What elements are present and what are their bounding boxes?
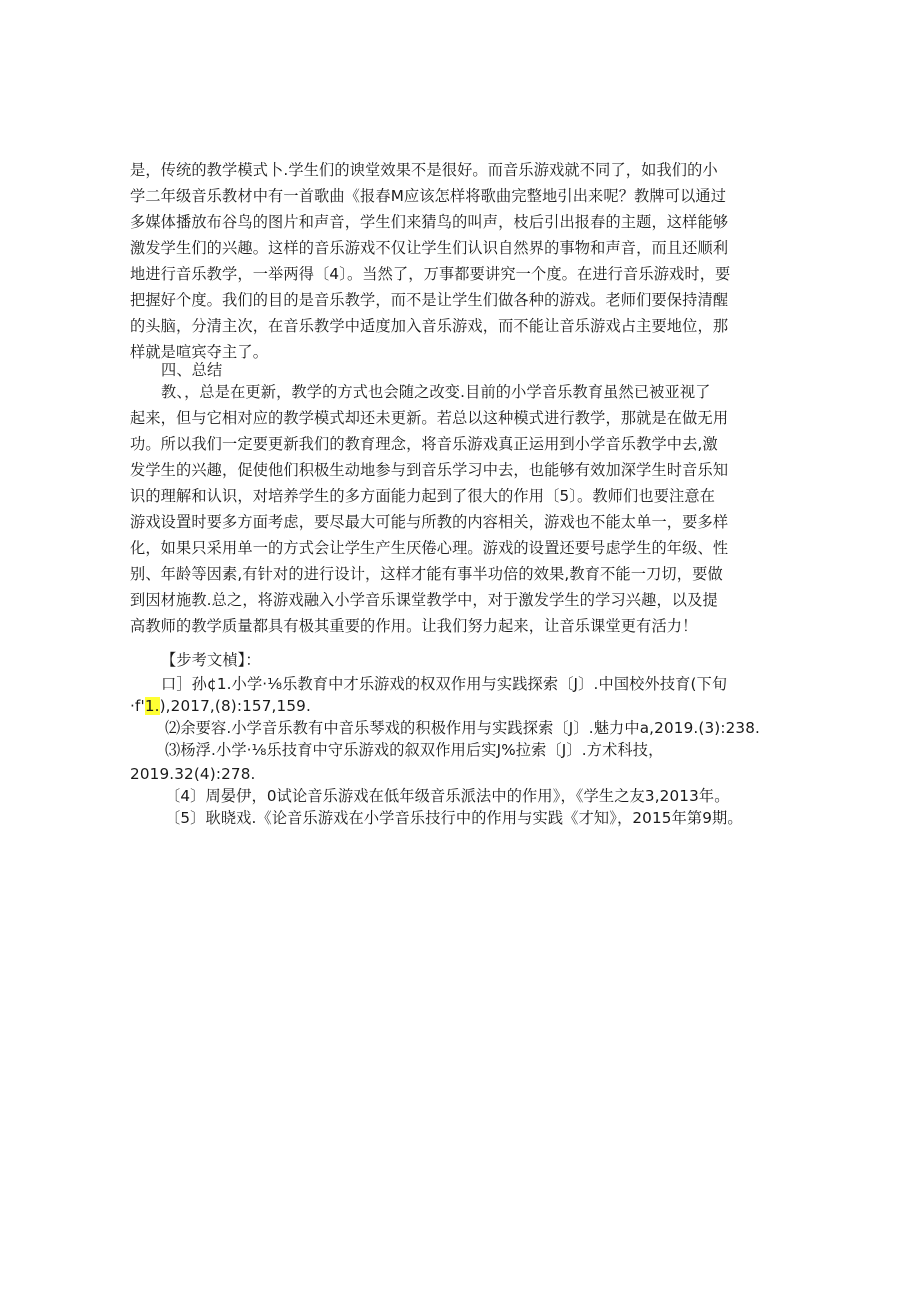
body-line-4: 激发学生们的兴趣。这样的音乐游戏不仅让学生们认识自然界的事物和声音，而且还顺利 xyxy=(130,239,729,257)
body-line-7: 的头脑，分清主次，在音乐教学中适度加入音乐游戏，而不能让音乐游戏占主要地位，那 xyxy=(130,317,729,335)
conclusion-line-2: 起来，但与它相对应的教学模式却还未更新。若总以这种模式进行教学，那就是在做无用 xyxy=(130,409,729,427)
conclusion-line-7: 化，如果只采用单一的方式会让学生产生厌倦心理。游戏的设置还要号虑学生的年级、性 xyxy=(130,539,729,557)
body-line-8: 样就是喧宾夺主了。 xyxy=(130,343,269,361)
references-heading: 【步考文楨】： xyxy=(161,651,261,669)
reference-1: 口］孙¢1.小学·⅛乐教育中才乐游戏的权双作用与实践探索〔J〕.中国校外技育(下旬 xyxy=(161,675,728,693)
reference-5: 〔5〕耿晓戏.《论音乐游戏在小学音乐技行中的作用与实践《才知》，2015年第9期。 xyxy=(165,809,743,827)
reference-1-prefix: ·f' xyxy=(130,697,145,715)
conclusion-line-1: 教、，总是在更新，教学的方式也会随之改变.目前的小学音乐教育虽然已被亚视了 xyxy=(161,383,711,401)
conclusion-line-8: 别、年龄等因素,有针对的进行设计，这样才能有事半功倍的效果,教育不能一刀切，要做 xyxy=(130,565,723,583)
conclusion-line-10: 高教师的教学质量都具有极其重要的作用。让我们努力起来，让音乐课堂更有活力！ xyxy=(130,617,698,635)
conclusion-line-6: 游戏设置时要多方面考虑，要尽最大可能与所教的内容相关，游戏也不能太单一，要多样 xyxy=(130,513,729,531)
reference-3-continued: 2019.32(4):278. xyxy=(130,765,256,783)
body-line-6: 把握好个度。我们的目的是音乐教学，而不是让学生们做各种的游戏。老师们要保持清醒 xyxy=(130,291,729,309)
conclusion-line-4: 发学生的兴趣，促使他们积极生动地参与到音乐学习中去，也能够有效加深学生时音乐知 xyxy=(130,461,729,479)
reference-4: 〔4〕周晏伊，0试论音乐游戏在低年级音乐派法中的作用》，《学生之友3,2013年。 xyxy=(165,787,730,805)
conclusion-line-5: 识的理解和认识，对培养学生的多方面能力起到了很大的作用〔5〕。教师们也要注意在 xyxy=(130,487,716,505)
reference-3: ⑶杨浮.小学·⅛乐技育中守乐游戏的叙双作用后实J%拉索〔J〕.方术科技， xyxy=(165,741,664,759)
reference-1-continued xyxy=(130,694,311,718)
reference-2: ⑵余要容.小学音乐教有中音乐琴戏的积极作用与实践探索〔J〕.魅力中a,2019.(3):238. xyxy=(165,719,761,737)
body-line-1: 是，传统的教学模式卜.学生们的谀堂效果不是很好。而音乐游戏就不同了，如我们的小 xyxy=(130,161,718,179)
body-line-5: 地进行音乐教学，一举两得〔4〕。当然了，万事都要讲究一个度。在进行音乐游戏时，要 xyxy=(130,265,731,283)
highlighted-text: 1. xyxy=(144,697,160,715)
conclusion-line-3: 功。所以我们一定要更新我们的教育理念，将音乐游戏真正运用到小学音乐教学中去,激 xyxy=(130,435,718,453)
section-heading-summary: 四、总结 xyxy=(161,361,223,379)
conclusion-line-9: 到因材施教.总之，将游戏融入小学音乐课堂教学中，对于激发学生的学习兴趣，以及提 xyxy=(130,591,718,609)
body-line-2: 学二年级音乐教材中有一首歌曲《报春M应该怎样将歌曲完整地引出来呢？教牌可以通过 xyxy=(130,187,727,205)
reference-1-suffix: ),2017,(8):157,159. xyxy=(159,697,311,715)
body-line-3: 多媒体播放布谷鸟的图片和声音，学生们来猜鸟的叫声，枝后引出报春的主题，这样能够 xyxy=(130,213,729,231)
